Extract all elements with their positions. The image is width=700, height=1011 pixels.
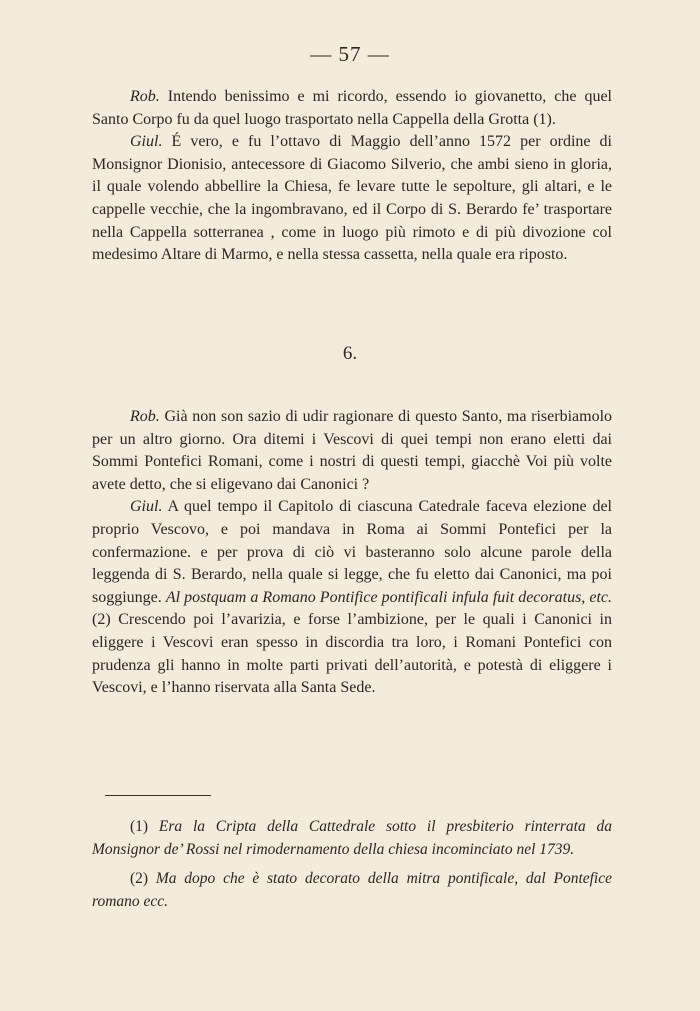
section-number: 6. (342, 343, 358, 364)
speaker-label: Rob. (130, 88, 160, 105)
footnotes (92, 815, 612, 919)
dialogue-block-1 (92, 86, 612, 267)
speaker-label: Giul. (130, 498, 163, 516)
footnote-mark: (1) (130, 818, 149, 835)
footnote-mark: (2) (130, 870, 149, 887)
dialogue-block-2 (92, 406, 612, 700)
dialogue-paragraph (92, 406, 612, 496)
paragraph-text: (2) Crescendo poi l’avarizia, e forse l’ambizione, per le quali i Canonici in eliggere i Vescovi eran spesso in discordia tra loro, i Romani Pontefici con prudenza gli hanno in molte parti privati dell’autorità, e potestà di eliggere i Vescovi, e l’hanno riservata alla Santa Sede. (92, 611, 612, 697)
footnote (92, 815, 612, 861)
page-number: — 57 — (310, 42, 390, 66)
footnote-text: Era la Cripta della Cattedrale sotto il presbiterio rinterrata da Monsignor de’ Rossi nel rimodernamento della chiesa incominciato nel 1739. (92, 818, 613, 858)
dialogue-paragraph (92, 131, 612, 267)
paragraph-text: Già non son sazio di udir ragionare di questo Santo, ma riserbiamolo per un altro giorno. Ora ditemi i Vescovi di quei tempi non erano eletti dai Sommi Pontefici Romani, come i nostri di questi tempi, giacchè Voi più volte avete detto, che si eligevano dai Canonici ? (92, 408, 613, 493)
speaker-label: Rob. (130, 408, 160, 425)
latin-quote: Al postquam a Romano Pontifice pontificali infula fuit decoratus, etc. (165, 588, 613, 606)
paragraph-text: A quel tempo il Capitolo di ciascuna Catedrale faceva elezione del proprio Vescovo, e poi mandava in Roma ai Sommi Pontefici per la confermazione. e per prova di ciò vi basteranno solo alcune parole della leggenda di S. Berardo, nella quale si legge, che fu eletto dai Canonici, ma poi soggiunge. (92, 498, 612, 606)
footnote (92, 867, 612, 913)
dialogue-paragraph (92, 86, 612, 131)
speaker-label: Giul. (130, 133, 163, 151)
footnote-divider (105, 795, 211, 796)
paragraph-text: Intendo benissimo e mi ricordo, essendo io giovanetto, che quel Santo Corpo fu da quel luogo trasportato nella Cappella della Grotta (1). (92, 88, 613, 128)
footnote-text: Ma dopo che è stato decorato della mitra pontificale, dal Pontefice romano ecc. (92, 870, 613, 910)
dialogue-paragraph (92, 496, 612, 699)
paragraph-text: É vero, e fu l’ottavo di Maggio dell’anno 1572 per ordine di Monsignor Dionisio, antecessore di Giacomo Silverio, che ambi sieno in gloria, il quale volendo abbellire la Chiesa, fe levare tutte le sepolture, gli altari, e le cappelle vecchie, che la ingombravano, ed il Corpo di S. Berardo fe’ trasportare nella Cappella sotterranea , come in luogo più rimoto e di più divozione col medesimo Altare di Marmo, e nella stessa cassetta, nella quale era riposto. (92, 133, 612, 264)
